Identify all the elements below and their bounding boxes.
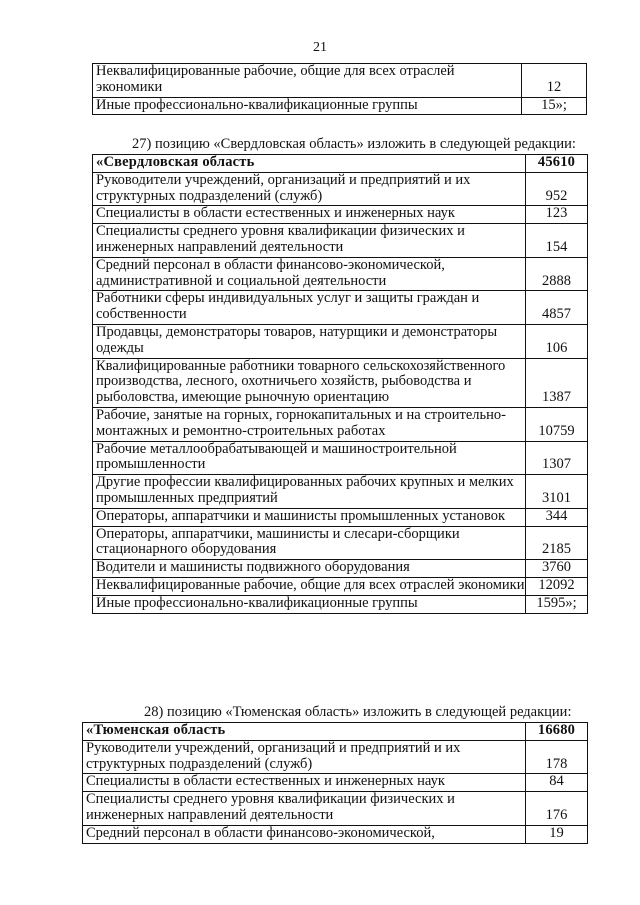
row-value: 84 — [526, 774, 588, 792]
row-label: Водители и машинисты подвижного оборудования — [93, 560, 526, 578]
section-28-intro: 28) позицию «Тюменская область» изложить в следующей редакции: — [144, 704, 572, 720]
table-row — [93, 172, 588, 206]
row-label: Специалисты в области естественных и инженерных наук — [93, 206, 526, 224]
row-value: 154 — [526, 224, 588, 258]
table-row — [93, 577, 588, 595]
row-value: 3101 — [526, 475, 588, 509]
page-number: 21 — [313, 40, 327, 55]
table-header-row — [83, 723, 588, 741]
row-label: Рабочие металлообрабатывающей и машиностроительной промышленности — [93, 441, 526, 475]
row-value: 12092 — [526, 577, 588, 595]
table-row — [93, 64, 587, 98]
row-label: Работники сферы индивидуальных услуг и защиты граждан и собственности — [93, 291, 526, 325]
row-label: Продавцы, демонстраторы товаров, натурщики и демонстраторы одежды — [93, 324, 526, 358]
row-value: 344 — [526, 508, 588, 526]
row-label: Неквалифицированные рабочие, общие для всех отраслей экономики — [93, 64, 522, 98]
table-row — [93, 407, 588, 441]
row-value: 3760 — [526, 560, 588, 578]
table-continued — [92, 63, 587, 115]
table-tyumen — [82, 722, 588, 844]
row-value: 2185 — [526, 526, 588, 560]
table-row — [93, 97, 587, 115]
row-label: Средний персонал в области финансово-экономической, административной и социальной деятельности — [93, 257, 526, 291]
table-row — [83, 740, 588, 774]
row-value: 952 — [526, 172, 588, 206]
row-label: Другие профессии квалифицированных рабочих крупных и мелких промышленных предприятий — [93, 475, 526, 509]
row-value: 1595»; — [526, 595, 588, 613]
table-row — [93, 358, 588, 407]
row-value: 16680 — [526, 723, 588, 741]
row-value: 12 — [522, 64, 587, 98]
section-27-intro: 27) позицию «Свердловская область» изложить в следующей редакции: — [132, 136, 576, 152]
row-label: Неквалифицированные рабочие, общие для всех отраслей экономики — [93, 577, 526, 595]
row-value: 2888 — [526, 257, 588, 291]
table-row — [93, 508, 588, 526]
table-sverdlovsk — [92, 154, 588, 614]
row-label: Операторы, аппаратчики и машинисты промышленных установок — [93, 508, 526, 526]
table-row — [93, 560, 588, 578]
row-label: Рабочие, занятые на горных, горнокапитальных и на строительно-монтажных и ремонтно-строительных работах — [93, 407, 526, 441]
row-label: Специалисты в области естественных и инженерных наук — [83, 774, 526, 792]
row-label: Специалисты среднего уровня квалификации физических и инженерных направлений деятельности — [83, 792, 526, 826]
row-label: Иные профессионально-квалификационные группы — [93, 97, 522, 115]
table-row — [93, 526, 588, 560]
row-value: 15»; — [522, 97, 587, 115]
row-value: 1387 — [526, 358, 588, 407]
row-value: 178 — [526, 740, 588, 774]
row-value: 176 — [526, 792, 588, 826]
row-value: 1307 — [526, 441, 588, 475]
row-label: Операторы, аппаратчики, машинисты и слесари-сборщики стационарного оборудования — [93, 526, 526, 560]
row-label: «Тюменская область — [83, 723, 526, 741]
row-label: Специалисты среднего уровня квалификации физических и инженерных направлений деятельности — [93, 224, 526, 258]
row-label: Руководители учреждений, организаций и предприятий и их структурных подразделений (служб) — [93, 172, 526, 206]
row-value: 106 — [526, 324, 588, 358]
table-row — [93, 324, 588, 358]
row-value: 4857 — [526, 291, 588, 325]
row-label: Средний персонал в области финансово-экономической, — [83, 825, 526, 843]
table-header-row — [93, 155, 588, 173]
row-label: Иные профессионально-квалификационные группы — [93, 595, 526, 613]
table-row — [93, 441, 588, 475]
row-label: Квалифицированные работники товарного сельскохозяйственного производства, лесного, охотничьего хозяйств, рыбоводства и рыболовства, имеющие рыночную ориентацию — [93, 358, 526, 407]
table-row — [83, 825, 588, 843]
table-row — [93, 257, 588, 291]
table-row — [93, 595, 588, 613]
table-row — [93, 224, 588, 258]
row-value: 123 — [526, 206, 588, 224]
row-label: «Свердловская область — [93, 155, 526, 173]
table-row — [93, 291, 588, 325]
row-label: Руководители учреждений, организаций и предприятий и их структурных подразделений (служб) — [83, 740, 526, 774]
row-value: 19 — [526, 825, 588, 843]
table-row — [93, 475, 588, 509]
row-value: 45610 — [526, 155, 588, 173]
table-row — [83, 774, 588, 792]
table-row — [93, 206, 588, 224]
table-row — [83, 792, 588, 826]
row-value: 10759 — [526, 407, 588, 441]
